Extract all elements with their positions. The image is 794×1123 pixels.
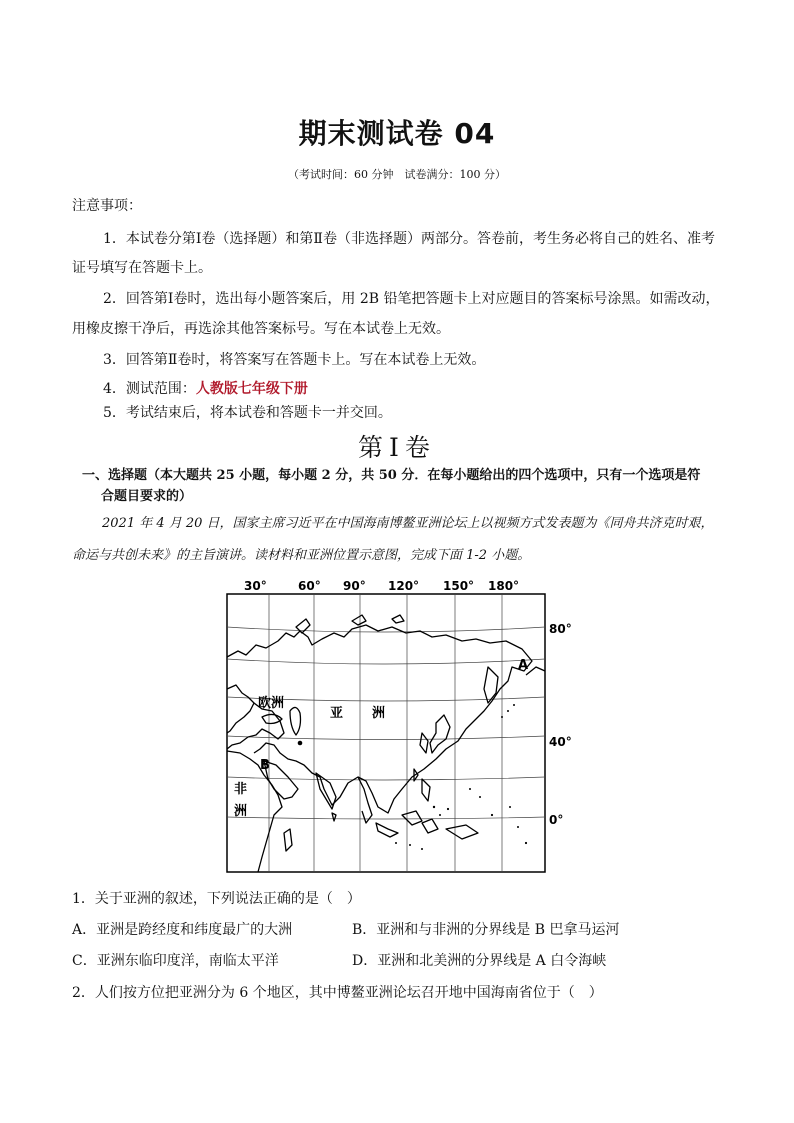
label-point-a: A xyxy=(518,658,529,673)
label-point-b: B xyxy=(260,758,270,773)
latitude-labels xyxy=(546,618,586,828)
notice-item-5: 5．考试结束后，将本试卷和答题卡一并交回。 xyxy=(103,405,392,421)
label-africa-1: 非 xyxy=(234,782,248,797)
notice-item-2-line-1: 2．回答第Ⅰ卷时，选出每小题答案后，用 2B 铅笔把答题卡上对应题目的答案标号涂黑。如需改动， xyxy=(103,291,720,307)
notice-item-1-line-2: 证号填写在答题卡上。 xyxy=(72,260,212,276)
question-2-stem: 2．人们按方位把亚洲分为 6 个地区，其中博鳌亚洲论坛召开地中国海南省位于（ ） xyxy=(72,985,603,1001)
question-1-option-a: A．亚洲是跨经度和纬度最广的大洲 xyxy=(72,922,293,938)
lon-label-90: 90° xyxy=(343,579,366,593)
question-1-option-d: D．亚洲和北美洲的分界线是 A 白令海峡 xyxy=(352,953,607,969)
question-1-option-c: C．亚洲东临印度洋，南临太平洋 xyxy=(72,953,279,969)
lon-label-120: 120° xyxy=(388,579,420,593)
test-scope: 人教版七年级下册 xyxy=(195,381,308,397)
lon-label-60: 60° xyxy=(298,579,321,593)
notice-item-3: 3．回答第Ⅱ卷时，将答案写在答题卡上。写在本试卷上无效。 xyxy=(103,352,486,368)
lat-label-80: 80° xyxy=(549,622,572,636)
label-asia-2: 洲 xyxy=(372,706,386,721)
lon-label-150: 150° xyxy=(443,579,475,593)
lat-label-0: 0° xyxy=(549,813,564,827)
label-europe: 欧洲 xyxy=(258,696,285,711)
notice-item-4 xyxy=(103,379,308,399)
lon-label-180: 180° xyxy=(488,579,520,593)
notice-heading: 注意事项： xyxy=(72,198,142,214)
notice-item-2-line-2: 用橡皮擦干净后，再选涂其他答案标号。写在本试卷上无效。 xyxy=(72,321,450,337)
label-africa-2: 洲 xyxy=(234,804,248,819)
question-1-stem: 1．关于亚洲的叙述，下列说法正确的是（ ） xyxy=(72,891,361,907)
longitude-labels xyxy=(226,575,566,595)
exam-title: 期末测试卷 04 xyxy=(298,117,496,150)
notice-item-4-prefix: 4．测试范围： xyxy=(103,381,196,397)
asia-location-map xyxy=(226,593,546,873)
section-heading-line-2: 合题目要求的） xyxy=(101,489,193,504)
lat-label-40: 40° xyxy=(549,735,572,749)
lon-label-30: 30° xyxy=(244,579,267,593)
material-line-1: 2021 年 4 月 20 日，国家主席习近平在中国海南博鳌亚洲论坛上以视频方式发表题为《同舟共济克时艰， xyxy=(102,516,714,531)
material-line-2: 命运与共创未来》的主旨演讲。读材料和亚洲位置示意图，完成下面 1-2 小题。 xyxy=(72,548,531,563)
section-heading-line-1: 一、选择题（本大题共 25 小题，每小题 2 分，共 50 分．在每小题给出的四个选项中，只有一个选项是符 xyxy=(82,468,701,483)
question-1-option-b: B．亚洲和与非洲的分界线是 B 巴拿马运河 xyxy=(352,922,620,938)
label-asia-1: 亚 xyxy=(330,706,344,721)
notice-item-1-line-1: 1．本试卷分第Ⅰ卷（选择题）和第Ⅱ卷（非选择题）两部分。答卷前，考生务必将自己的姓名、准考 xyxy=(103,231,715,247)
section-title: 第Ⅰ卷 xyxy=(358,433,436,462)
map-svg xyxy=(226,593,546,873)
exam-subtitle: （考试时间：60 分钟 试卷满分：100 分） xyxy=(288,168,506,181)
